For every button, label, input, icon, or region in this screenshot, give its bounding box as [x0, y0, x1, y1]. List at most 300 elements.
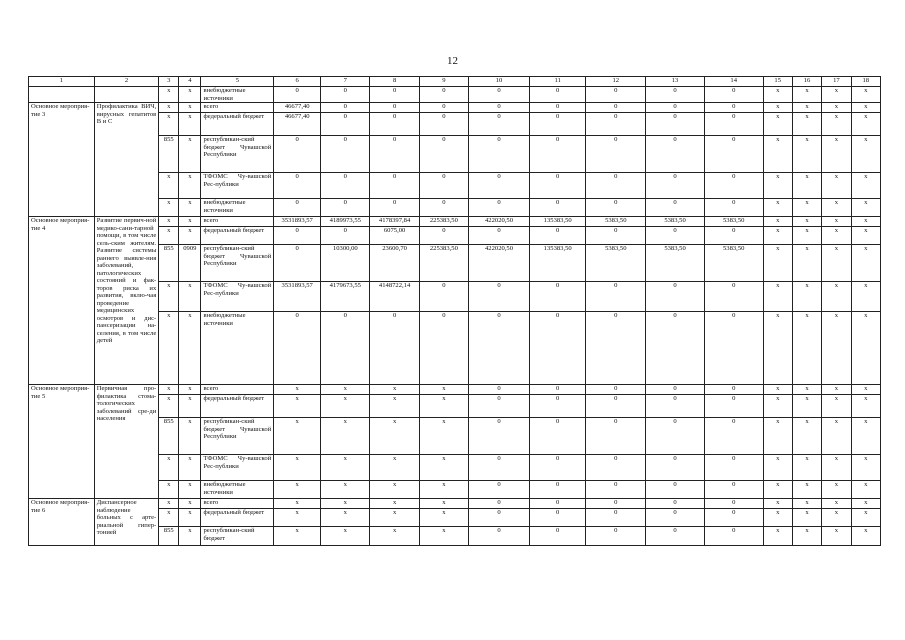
cell-y2022: 0 — [419, 113, 468, 136]
cell-ppr: x — [179, 103, 201, 113]
cell-y2026-2030b: x — [792, 282, 821, 312]
cell-y2024: 0 — [530, 395, 586, 418]
cell-gr: x — [159, 499, 179, 509]
cell-y2031-2035b: x — [851, 455, 880, 481]
cell-y2024: 0 — [530, 282, 586, 312]
cell-y2020: 10300,00 — [321, 245, 370, 282]
cell-ppr: x — [179, 395, 201, 418]
cell-y2026-2030b: x — [792, 227, 821, 245]
cell-y2023: 0 — [469, 312, 530, 385]
column-header: 17 — [822, 77, 851, 87]
cell-y2027: 0 — [704, 455, 763, 481]
cell-y2019: x — [274, 509, 321, 527]
cell-y2027: 0 — [704, 103, 763, 113]
cell-gr: x — [159, 103, 179, 113]
measure-description: Профилактика ВИЧ, вирусных гепатитов В и С — [94, 103, 159, 217]
cell-y2020: x — [321, 527, 370, 546]
column-header: 7 — [321, 77, 370, 87]
cell-y2025: 0 — [586, 87, 646, 103]
cell-y2025: 0 — [586, 173, 646, 199]
cell-source: внебюджетные источники — [201, 87, 274, 103]
cell-source: федеральный бюджет — [201, 509, 274, 527]
cell-y2019: 3531893,57 — [274, 282, 321, 312]
measure-name: Основное мероприя-тие 4 — [29, 217, 95, 385]
cell-y2031-2035b: x — [851, 499, 880, 509]
column-header: 13 — [646, 77, 705, 87]
cell-y2027: 0 — [704, 418, 763, 455]
cell-y2031-2035b: x — [851, 136, 880, 173]
cell-y2023: 0 — [469, 113, 530, 136]
cell-y2026-2030a: x — [763, 227, 792, 245]
column-header: 16 — [792, 77, 821, 87]
cell-y2019: x — [274, 385, 321, 395]
cell-y2023: 0 — [469, 199, 530, 217]
cell-y2027: 5383,50 — [704, 217, 763, 227]
column-header: 2 — [94, 77, 159, 87]
cell-y2020: 0 — [321, 173, 370, 199]
measure-name: Основное мероприя-тие 6 — [29, 499, 95, 546]
cell-y2022: x — [419, 385, 468, 395]
cell-source: ТФОМС Чу-вашской Рес-публики — [201, 455, 274, 481]
cell-y2022: x — [419, 527, 468, 546]
cell-ppr: x — [179, 509, 201, 527]
cell-y2026: 0 — [646, 481, 705, 499]
column-header: 12 — [586, 77, 646, 87]
column-header: 3 — [159, 77, 179, 87]
cell-y2026: 0 — [646, 87, 705, 103]
cell-y2025: 0 — [586, 385, 646, 395]
cell-gr: x — [159, 395, 179, 418]
cell-y2020: x — [321, 455, 370, 481]
cell-y2023: 0 — [469, 87, 530, 103]
cell-y2026-2030a: x — [763, 312, 792, 385]
cell-y2026-2030b: x — [792, 395, 821, 418]
cell-y2022: 0 — [419, 199, 468, 217]
cell-y2019: 46677,40 — [274, 113, 321, 136]
cell-y2031-2035b: x — [851, 199, 880, 217]
cell-gr: x — [159, 217, 179, 227]
cell-y2026: 0 — [646, 312, 705, 385]
cell-y2026-2030a: x — [763, 418, 792, 455]
cell-y2026: 0 — [646, 113, 705, 136]
cell-y2021: 0 — [370, 136, 419, 173]
cell-y2023: 0 — [469, 499, 530, 509]
measure-name — [29, 87, 95, 103]
cell-ppr: x — [179, 385, 201, 395]
cell-source: федеральный бюджет — [201, 395, 274, 418]
cell-y2025: 0 — [586, 418, 646, 455]
cell-gr: x — [159, 455, 179, 481]
cell-y2026: 0 — [646, 199, 705, 217]
cell-y2031-2035b: x — [851, 113, 880, 136]
cell-y2026-2030b: x — [792, 385, 821, 395]
cell-y2027: 0 — [704, 173, 763, 199]
cell-y2023: 0 — [469, 455, 530, 481]
cell-y2021: x — [370, 418, 419, 455]
cell-y2023: 422020,50 — [469, 217, 530, 227]
cell-y2031-2035a: x — [822, 217, 851, 227]
cell-y2022: x — [419, 455, 468, 481]
cell-y2026-2030a: x — [763, 103, 792, 113]
cell-y2026-2030a: x — [763, 282, 792, 312]
cell-y2022: x — [419, 481, 468, 499]
cell-y2031-2035a: x — [822, 199, 851, 217]
cell-y2020: x — [321, 395, 370, 418]
cell-source: федеральный бюджет — [201, 113, 274, 136]
cell-y2024: 0 — [530, 312, 586, 385]
cell-y2022: 0 — [419, 173, 468, 199]
cell-y2024: 0 — [530, 173, 586, 199]
cell-y2026-2030b: x — [792, 455, 821, 481]
column-header: 10 — [469, 77, 530, 87]
cell-source: всего — [201, 217, 274, 227]
cell-y2024: 0 — [530, 527, 586, 546]
cell-y2031-2035a: x — [822, 499, 851, 509]
cell-gr: 855 — [159, 527, 179, 546]
cell-y2019: 0 — [274, 245, 321, 282]
cell-y2031-2035a: x — [822, 103, 851, 113]
cell-y2022: 225383,50 — [419, 217, 468, 227]
cell-y2027: 0 — [704, 481, 763, 499]
cell-y2019: 0 — [274, 136, 321, 173]
cell-y2031-2035b: x — [851, 227, 880, 245]
table-row — [29, 103, 881, 113]
cell-y2019: 3531893,57 — [274, 217, 321, 227]
cell-y2027: 0 — [704, 87, 763, 103]
cell-y2026-2030a: x — [763, 199, 792, 217]
cell-gr: x — [159, 199, 179, 217]
cell-y2031-2035b: x — [851, 527, 880, 546]
cell-y2031-2035a: x — [822, 173, 851, 199]
cell-y2019: 46677,40 — [274, 103, 321, 113]
cell-y2026-2030b: x — [792, 499, 821, 509]
cell-gr: x — [159, 282, 179, 312]
cell-y2025: 0 — [586, 113, 646, 136]
cell-y2026: 0 — [646, 418, 705, 455]
cell-y2031-2035b: x — [851, 87, 880, 103]
cell-y2021: x — [370, 395, 419, 418]
cell-gr: x — [159, 113, 179, 136]
cell-y2031-2035a: x — [822, 418, 851, 455]
cell-gr: 855 — [159, 245, 179, 282]
cell-y2022: x — [419, 418, 468, 455]
column-header: 4 — [179, 77, 201, 87]
cell-y2025: 0 — [586, 509, 646, 527]
cell-y2019: 0 — [274, 87, 321, 103]
cell-source: республикан-ский бюджет Чувашской Республики — [201, 245, 274, 282]
cell-gr: x — [159, 481, 179, 499]
cell-y2025: 0 — [586, 481, 646, 499]
cell-y2026-2030b: x — [792, 481, 821, 499]
cell-gr: 855 — [159, 418, 179, 455]
cell-gr: x — [159, 227, 179, 245]
column-header: 6 — [274, 77, 321, 87]
cell-y2031-2035a: x — [822, 385, 851, 395]
cell-y2020: 4189973,55 — [321, 217, 370, 227]
cell-y2021: 23600,70 — [370, 245, 419, 282]
cell-y2027: 0 — [704, 509, 763, 527]
cell-y2020: x — [321, 385, 370, 395]
cell-source: федеральный бюджет — [201, 227, 274, 245]
cell-y2025: 5383,50 — [586, 217, 646, 227]
cell-y2022: x — [419, 499, 468, 509]
cell-y2027: 5383,50 — [704, 245, 763, 282]
cell-y2026-2030a: x — [763, 245, 792, 282]
cell-y2031-2035b: x — [851, 282, 880, 312]
cell-y2026-2030a: x — [763, 481, 792, 499]
cell-source: республикан-ский бюджет Чувашской Республики — [201, 136, 274, 173]
cell-source: республикан-ский бюджет — [201, 527, 274, 546]
cell-y2026: 5383,50 — [646, 245, 705, 282]
cell-y2021: 6075,00 — [370, 227, 419, 245]
cell-gr: x — [159, 385, 179, 395]
cell-y2020: 0 — [321, 199, 370, 217]
cell-y2022: 0 — [419, 312, 468, 385]
cell-y2026: 0 — [646, 136, 705, 173]
cell-y2025: 5383,50 — [586, 245, 646, 282]
cell-y2026-2030b: x — [792, 217, 821, 227]
cell-y2021: x — [370, 481, 419, 499]
cell-y2026: 0 — [646, 385, 705, 395]
cell-y2019: 0 — [274, 199, 321, 217]
cell-y2019: x — [274, 418, 321, 455]
measure-description: Первичная про-филактика стома-тологических заболеваний сре-ди населения — [94, 385, 159, 499]
cell-y2019: x — [274, 499, 321, 509]
cell-y2021: 0 — [370, 113, 419, 136]
cell-y2025: 0 — [586, 227, 646, 245]
cell-y2026-2030b: x — [792, 527, 821, 546]
cell-y2024: 0 — [530, 418, 586, 455]
cell-y2026: 0 — [646, 173, 705, 199]
cell-y2019: x — [274, 527, 321, 546]
cell-y2023: 422020,50 — [469, 245, 530, 282]
cell-y2019: 0 — [274, 227, 321, 245]
table-row — [29, 499, 881, 509]
column-header: 5 — [201, 77, 274, 87]
page-number: 12 — [447, 55, 458, 67]
cell-ppr: x — [179, 481, 201, 499]
cell-gr: x — [159, 509, 179, 527]
cell-y2031-2035a: x — [822, 527, 851, 546]
cell-y2031-2035b: x — [851, 217, 880, 227]
cell-y2020: 0 — [321, 136, 370, 173]
cell-y2031-2035b: x — [851, 385, 880, 395]
cell-ppr: x — [179, 312, 201, 385]
cell-y2022: 0 — [419, 227, 468, 245]
table-row — [29, 87, 881, 103]
cell-ppr: 0909 — [179, 245, 201, 282]
cell-y2024: 0 — [530, 481, 586, 499]
cell-y2025: 0 — [586, 282, 646, 312]
column-header: 15 — [763, 77, 792, 87]
cell-ppr: x — [179, 136, 201, 173]
cell-y2026-2030b: x — [792, 103, 821, 113]
cell-source: ТФОМС Чу-вашской Рес-публики — [201, 282, 274, 312]
cell-y2021: 0 — [370, 199, 419, 217]
cell-y2027: 0 — [704, 113, 763, 136]
cell-source: внебюджетные источники — [201, 481, 274, 499]
cell-y2025: 0 — [586, 527, 646, 546]
cell-y2023: 0 — [469, 173, 530, 199]
measure-name: Основное мероприя-тие 3 — [29, 103, 95, 217]
header-row — [29, 77, 881, 87]
cell-y2027: 0 — [704, 282, 763, 312]
cell-y2023: 0 — [469, 103, 530, 113]
cell-ppr: x — [179, 499, 201, 509]
cell-y2031-2035b: x — [851, 103, 880, 113]
cell-y2031-2035a: x — [822, 113, 851, 136]
table-row — [29, 385, 881, 395]
cell-y2022: 225383,50 — [419, 245, 468, 282]
cell-ppr: x — [179, 455, 201, 481]
cell-gr: 855 — [159, 136, 179, 173]
cell-y2024: 0 — [530, 509, 586, 527]
cell-y2019: x — [274, 455, 321, 481]
cell-y2026-2030b: x — [792, 113, 821, 136]
cell-y2031-2035b: x — [851, 509, 880, 527]
cell-source: всего — [201, 499, 274, 509]
cell-y2031-2035a: x — [822, 395, 851, 418]
cell-y2022: x — [419, 509, 468, 527]
column-header: 8 — [370, 77, 419, 87]
cell-source: ТФОМС Чу-вашской Рес-публики — [201, 173, 274, 199]
cell-y2026: 0 — [646, 395, 705, 418]
measure-description — [94, 87, 159, 103]
cell-y2020: x — [321, 509, 370, 527]
cell-y2026-2030a: x — [763, 455, 792, 481]
cell-source: всего — [201, 385, 274, 395]
cell-y2021: x — [370, 509, 419, 527]
cell-ppr: x — [179, 527, 201, 546]
cell-y2021: 0 — [370, 103, 419, 113]
cell-y2020: 4179673,55 — [321, 282, 370, 312]
cell-y2022: 0 — [419, 136, 468, 173]
cell-y2020: x — [321, 499, 370, 509]
cell-y2023: 0 — [469, 385, 530, 395]
cell-y2023: 0 — [469, 509, 530, 527]
cell-y2031-2035a: x — [822, 455, 851, 481]
cell-y2027: 0 — [704, 527, 763, 546]
cell-y2031-2035a: x — [822, 282, 851, 312]
cell-y2025: 0 — [586, 199, 646, 217]
cell-y2031-2035b: x — [851, 418, 880, 455]
cell-y2020: 0 — [321, 87, 370, 103]
cell-y2026-2030b: x — [792, 173, 821, 199]
cell-ppr: x — [179, 418, 201, 455]
cell-y2020: 0 — [321, 103, 370, 113]
cell-y2024: 0 — [530, 113, 586, 136]
cell-y2023: 0 — [469, 227, 530, 245]
cell-y2023: 0 — [469, 282, 530, 312]
cell-y2027: 0 — [704, 395, 763, 418]
cell-y2026-2030b: x — [792, 245, 821, 282]
cell-y2021: 0 — [370, 173, 419, 199]
cell-y2027: 0 — [704, 227, 763, 245]
cell-y2022: 0 — [419, 103, 468, 113]
cell-y2026-2030a: x — [763, 217, 792, 227]
cell-y2025: 0 — [586, 103, 646, 113]
budget-table — [28, 76, 881, 546]
cell-y2026-2030b: x — [792, 87, 821, 103]
cell-y2026-2030b: x — [792, 509, 821, 527]
cell-y2026-2030b: x — [792, 312, 821, 385]
cell-ppr: x — [179, 87, 201, 103]
table-row — [29, 217, 881, 227]
cell-y2026: 0 — [646, 455, 705, 481]
cell-ppr: x — [179, 199, 201, 217]
cell-y2019: 0 — [274, 312, 321, 385]
cell-y2031-2035a: x — [822, 312, 851, 385]
cell-y2021: x — [370, 499, 419, 509]
cell-y2026-2030a: x — [763, 527, 792, 546]
cell-y2025: 0 — [586, 136, 646, 173]
column-header: 9 — [419, 77, 468, 87]
cell-y2023: 0 — [469, 527, 530, 546]
cell-y2026-2030a: x — [763, 499, 792, 509]
measure-name: Основное мероприя-тие 5 — [29, 385, 95, 499]
cell-y2025: 0 — [586, 499, 646, 509]
cell-y2031-2035a: x — [822, 509, 851, 527]
column-header: 1 — [29, 77, 95, 87]
cell-y2022: 0 — [419, 87, 468, 103]
cell-y2026-2030b: x — [792, 136, 821, 173]
cell-y2027: 0 — [704, 499, 763, 509]
cell-y2021: 0 — [370, 87, 419, 103]
cell-y2025: 0 — [586, 395, 646, 418]
cell-y2020: 0 — [321, 312, 370, 385]
cell-y2031-2035b: x — [851, 395, 880, 418]
cell-y2024: 0 — [530, 136, 586, 173]
cell-y2026: 0 — [646, 282, 705, 312]
cell-y2026-2030b: x — [792, 199, 821, 217]
cell-y2031-2035a: x — [822, 245, 851, 282]
cell-y2031-2035a: x — [822, 136, 851, 173]
cell-y2019: x — [274, 481, 321, 499]
cell-y2031-2035b: x — [851, 173, 880, 199]
cell-y2022: x — [419, 395, 468, 418]
cell-y2026-2030a: x — [763, 385, 792, 395]
cell-y2024: 0 — [530, 385, 586, 395]
cell-ppr: x — [179, 173, 201, 199]
cell-ppr: x — [179, 282, 201, 312]
cell-y2026-2030a: x — [763, 87, 792, 103]
cell-y2031-2035a: x — [822, 87, 851, 103]
cell-y2019: 0 — [274, 173, 321, 199]
cell-source: внебюджетные источники — [201, 199, 274, 217]
cell-y2026-2030a: x — [763, 395, 792, 418]
cell-y2027: 0 — [704, 136, 763, 173]
cell-y2021: x — [370, 455, 419, 481]
cell-y2025: 0 — [586, 312, 646, 385]
cell-y2026-2030a: x — [763, 509, 792, 527]
cell-y2026-2030a: x — [763, 136, 792, 173]
cell-y2026-2030a: x — [763, 173, 792, 199]
cell-y2026: 0 — [646, 509, 705, 527]
cell-y2027: 0 — [704, 312, 763, 385]
cell-y2021: 4148722,14 — [370, 282, 419, 312]
cell-y2026: 0 — [646, 103, 705, 113]
cell-source: всего — [201, 103, 274, 113]
cell-y2020: x — [321, 481, 370, 499]
cell-y2026: 5383,50 — [646, 217, 705, 227]
cell-ppr: x — [179, 113, 201, 136]
column-header: 11 — [530, 77, 586, 87]
cell-y2021: x — [370, 385, 419, 395]
cell-y2024: 0 — [530, 103, 586, 113]
cell-y2026: 0 — [646, 499, 705, 509]
cell-y2031-2035b: x — [851, 481, 880, 499]
cell-y2020: 0 — [321, 113, 370, 136]
